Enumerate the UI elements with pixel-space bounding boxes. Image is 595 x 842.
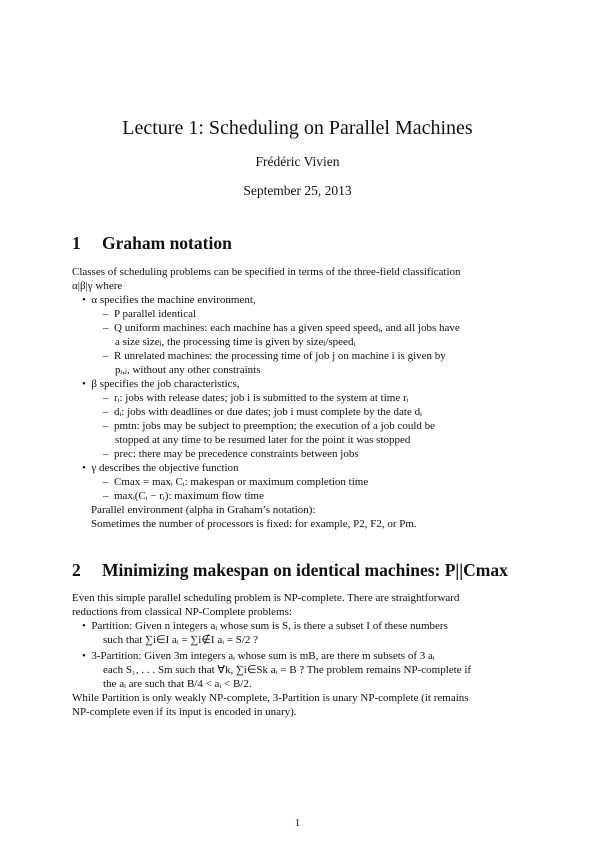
section-2-intro-line-1: Even this simple parallel scheduling problem is NP-complete. There are straightforward (72, 592, 460, 604)
parallel-environment-line: Parallel environment (alpha in Graham’s notation): (91, 504, 316, 516)
item-beta-r: – rᵢ: jobs with release dates; job i is submitted to the system at time rᵢ (103, 392, 409, 404)
item-alpha-q-2: a size sizeⱼ, the processing time is given by sizeⱼ/speedᵢ (115, 336, 356, 348)
section-1-number: 1 (72, 233, 81, 253)
section-2-title: Minimizing makespan on identical machines: P||Cmax (102, 560, 508, 580)
closing-line-2: NP-complete even if its input is encoded in unary). (72, 706, 297, 718)
section-1-intro-line-2: α|β|γ where (72, 280, 123, 292)
item-gamma-flow: – maxᵢ(Cᵢ − rᵢ): maximum flow time (103, 490, 264, 502)
paper-date: September 25, 2013 (243, 183, 352, 198)
item-alpha-p: – P parallel identical (103, 308, 197, 320)
item-alpha-r-2: pᵢ,ⱼ, without any other constraints (115, 364, 261, 376)
processors-line: Sometimes the number of processors is fixed: for example, P2, F2, or Pm. (91, 518, 417, 530)
item-alpha-r-1: – R unrelated machines: the processing time of job j on machine i is given by (103, 350, 446, 362)
closing-line-1: While Partition is only weakly NP-complete, 3-Partition is unary NP-complete (it remains (72, 692, 469, 704)
item-gamma-cmax: – Cmax = maxᵢ Cᵢ: makespan or maximum completion time (103, 476, 369, 488)
section-2-body (72, 591, 527, 719)
item-beta-prec: – prec: there may be precedence constraints between jobs (103, 448, 359, 460)
bullet-partition: • Partition: Given n integers aᵢ whose sum is S, is there a subset I of these numbers (82, 620, 448, 632)
three-partition-line-2: each S₁, . . . Sm such that ∀k, ∑i∈Sk aᵢ = B ? The problem remains NP-complete if (103, 664, 472, 676)
section-1-title: Graham notation (102, 233, 232, 253)
paper-author: Frédéric Vivien (255, 154, 340, 169)
section-1-heading (72, 233, 232, 254)
section-1-intro-line-1: Classes of scheduling problems can be specified in terms of the three-field classification (72, 266, 461, 278)
page-number: 1 (294, 817, 301, 829)
paper-title: Lecture 1: Scheduling on Parallel Machines (122, 117, 473, 139)
item-alpha-q-1: – Q uniform machines: each machine has a given speed speedᵢ, and all jobs have (103, 322, 460, 334)
bullet-dot-icon: • (82, 620, 92, 632)
bullet-beta: • β specifies the job characteristics, (82, 378, 240, 390)
section-2-number: 2 (72, 560, 81, 580)
three-partition-line-3: the aᵢ are such that B/4 < aᵢ < B/2. (103, 678, 252, 690)
bullet-dot-icon: • (82, 650, 92, 662)
bullet-dot-icon: • (82, 378, 92, 390)
bullet-alpha: • α specifies the machine environment, (82, 294, 256, 306)
section-2-intro-line-2: reductions from classical NP-Complete problems: (72, 606, 292, 618)
section-2-heading (72, 560, 508, 581)
bullet-three-partition: • 3-Partition: Given 3m integers aᵢ whose sum is mB, are there m subsets of 3 aᵢ (82, 650, 435, 662)
bullet-gamma: • γ describes the objective function (82, 462, 239, 474)
bullet-dot-icon: • (82, 462, 92, 474)
bullet-dot-icon: • (82, 294, 92, 306)
item-beta-pmtn-2: stopped at any time to be resumed later for the point it was stopped (115, 434, 411, 446)
section-1-body (72, 265, 527, 531)
partition-line-2: such that ∑i∈I aᵢ = ∑i∉I aᵢ = S/2 ? (103, 634, 259, 646)
item-beta-d: – dᵢ: jobs with deadlines or due dates; job i must complete by the date dᵢ (103, 406, 422, 418)
item-beta-pmtn-1: – pmtn: jobs may be subject to preemption; the execution of a job could be (103, 420, 436, 432)
